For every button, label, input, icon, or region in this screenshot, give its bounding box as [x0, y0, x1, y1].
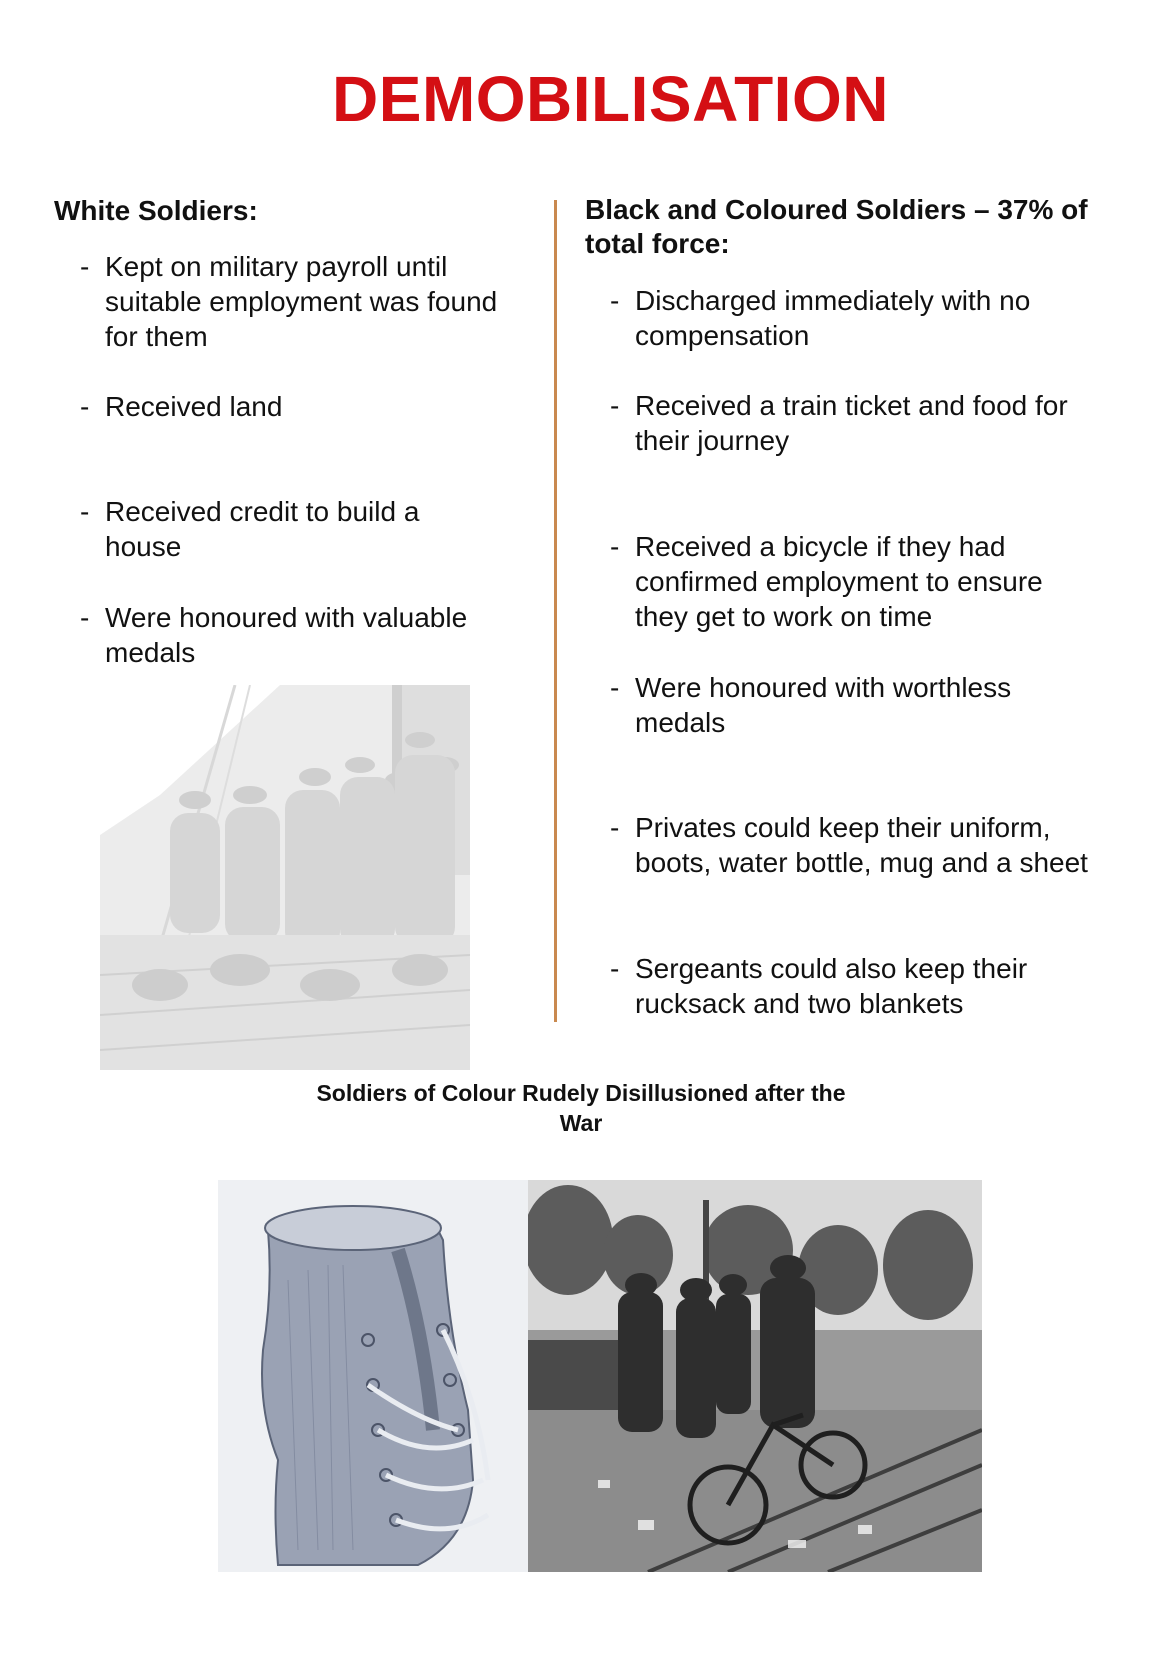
- black-item: [610, 529, 1090, 634]
- bullet-dash: -: [80, 496, 90, 527]
- bullet-dash: -: [610, 390, 620, 421]
- black-item: [610, 810, 1090, 880]
- white-soldiers-heading: White Soldiers:: [54, 195, 258, 226]
- bullet-dash: -: [610, 285, 620, 316]
- white-item-text: Kept on military payroll until suitable employment was found for them: [105, 251, 498, 352]
- white-item-text: Were honoured with valuable medals: [105, 602, 468, 668]
- black-item: [610, 670, 1080, 740]
- white-item-text: Received credit to build a house: [105, 496, 420, 562]
- black-item: [610, 283, 1110, 353]
- bullet-dash: -: [610, 953, 620, 984]
- black-item-text: Privates could keep their uniform, boots, water bottle, mug and a sheet: [635, 812, 1088, 878]
- bullet-dash: -: [80, 391, 90, 422]
- white-item: [80, 600, 520, 670]
- black-item-text: Received a bicycle if they had confirmed employment to ensure they get to work on time: [635, 531, 1043, 632]
- bullet-dash: -: [610, 531, 620, 562]
- white-item: [80, 249, 520, 354]
- white-item: [80, 494, 500, 564]
- boot-drawing: [218, 1180, 528, 1572]
- black-item: [610, 951, 1090, 1021]
- black-item: [610, 388, 1120, 458]
- bullet-dash: -: [610, 812, 620, 843]
- image-caption: Soldiers of Colour Rudely Disillusioned after the War: [316, 1080, 846, 1136]
- white-item-text: Received land: [105, 391, 283, 422]
- black-item-text: Sergeants could also keep their rucksack and two blankets: [635, 953, 1028, 1019]
- soldiers-group-photo: [100, 685, 470, 1070]
- black-item-text: Received a train ticket and food for their journey: [635, 390, 1068, 456]
- black-coloured-soldiers-heading: Black and Coloured Soldiers – 37% of total force:: [585, 194, 1088, 259]
- black-item-text: Discharged immediately with no compensation: [635, 285, 1031, 351]
- bullet-dash: -: [80, 602, 90, 633]
- bullet-dash: -: [610, 672, 620, 703]
- black-item-text: Were honoured with worthless medals: [635, 672, 1012, 738]
- soldiers-bicycle-photo: [528, 1180, 982, 1572]
- page-title: DEMOBILISATION: [332, 63, 889, 135]
- column-divider: [554, 200, 557, 1022]
- bullet-dash: -: [80, 251, 90, 282]
- white-item: [80, 389, 520, 424]
